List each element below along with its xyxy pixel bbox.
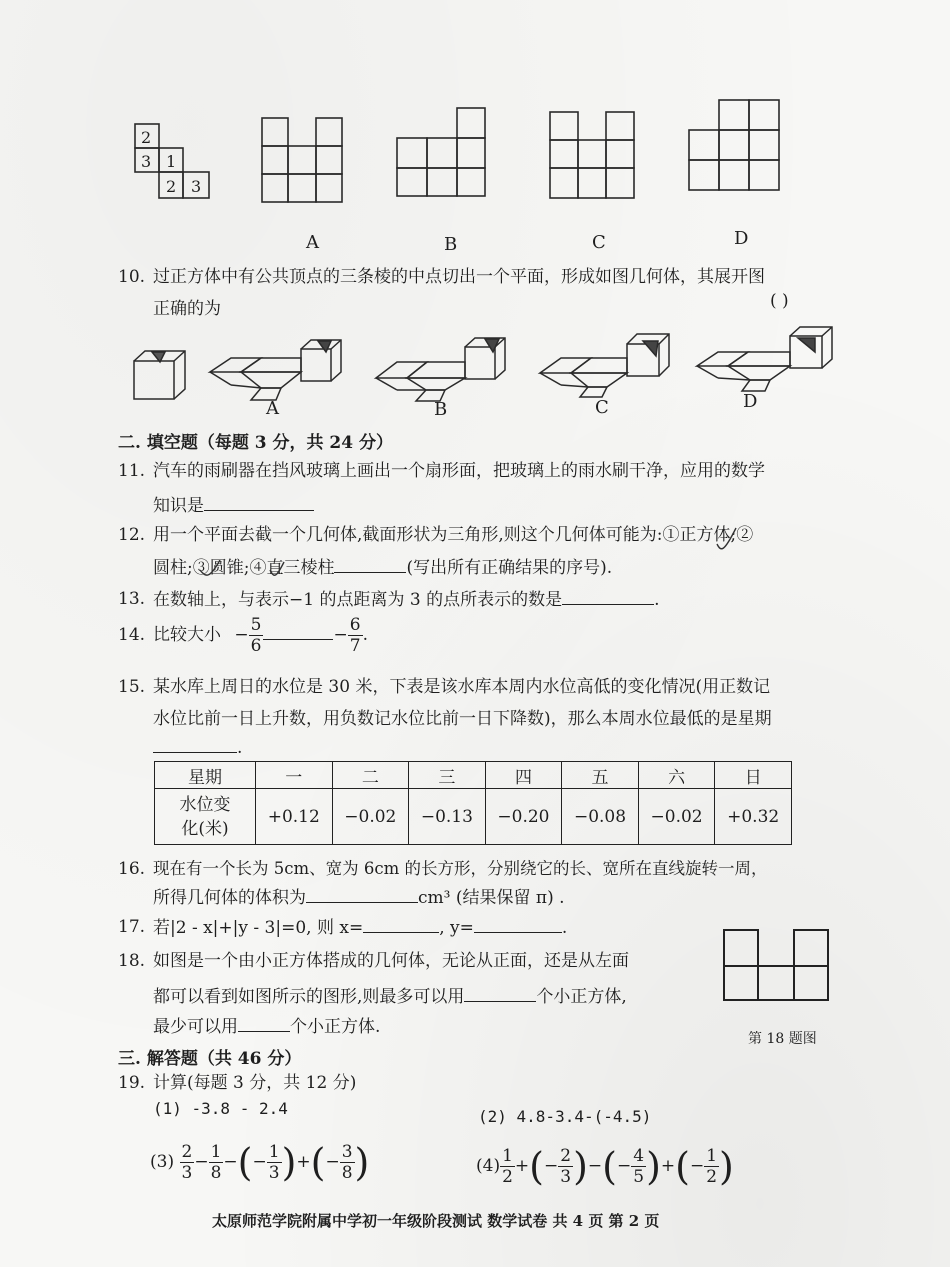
fraction: $\frac{1}{3}$ [268,1142,280,1183]
q15-period: . [237,738,243,758]
section-3-heading: 三. 解答题（共 46 分） [118,1049,302,1069]
q19-part-4 [476,1142,734,1191]
operator: + [660,1156,676,1176]
q10-text-line2: 正确的为 [153,299,221,319]
q12-options-text: 圆柱;③圆锥;④直三棱柱 [153,558,335,578]
q17-question: 若|2 - x|+|y - 3|=0, 则 x= [153,918,364,938]
q18-text: 都可以看到如图所示的图形,则最多可以用 [153,987,465,1007]
fraction: $\frac{1}{2}$ [502,1146,513,1187]
paren: ( [602,1144,617,1189]
q17-number: 17. [118,917,146,937]
q11-text-line1: 汽车的雨刷器在挡风玻璃上画出一个扇形面，把玻璃上的雨水刷干净，应用的数学 [153,461,765,481]
q12-text-line1: 用一个平面去截一个几何体,截面形状为三角形,则这个几何体可能为:①正方体;② [153,525,754,545]
table-value-cell: −0.20 [485,789,562,845]
table-header-cell: 星期 [155,762,256,789]
paren: ( [237,1140,253,1185]
q16-number: 16. [118,859,146,879]
q18-text: 个小正方体, [536,987,627,1007]
q11-number: 11. [118,461,146,481]
table-day-cell: 三 [409,762,486,789]
table-value-cell: −0.02 [638,789,715,845]
q12-number: 12. [118,525,146,545]
table-value-cell: −0.13 [409,789,486,845]
q18-text: 最少可以用 [153,1017,238,1037]
q19-part-label: (4) [476,1156,501,1176]
q19-part-3 [150,1138,369,1187]
q11-text: 知识是 [153,496,204,516]
q18-number: 18. [118,951,146,971]
operator: + [514,1156,530,1176]
q19-part-2: (2) 4.8-3.4-(-4.5) [478,1107,652,1126]
operator: − [616,1156,632,1176]
table-value-cell: −0.02 [332,789,409,845]
paren: ) [281,1140,297,1185]
table-day-cell: 日 [715,762,792,789]
q13-question: 在数轴上，与表示−1 的点距离为 3 的点所表示的数是 [153,590,563,610]
net-number: 3 [141,152,152,171]
q17-y-label: , y= [439,918,474,938]
q16-text-line1: 现在有一个长为 5cm、宽为 6cm 的长方形，分别绕它的长、宽所在直线旋转一周， [153,859,768,878]
operator: − [325,1152,340,1172]
q18-text-line1: 如图是一个由小正方体搭成的几何体，无论从正面，还是从左面 [153,951,629,971]
operator: − [194,1152,209,1172]
q13-period: . [654,590,660,610]
fraction: $\frac{1}{2}$ [706,1146,718,1187]
q19-number: 19. [118,1073,146,1093]
net-number: 1 [166,152,177,171]
operator: − [544,1156,559,1176]
paren: ) [646,1144,661,1189]
q10-text-line1: 过正方体中有公共顶点的三条棱的中点切出一个平面，形成如图几何体，其展开图 [153,267,765,287]
q10-answer-paren: ( ) [770,291,789,311]
q16-unit: cm³ (结果保留 π) . [418,888,565,908]
paren: ( [675,1144,690,1189]
q15-text-line1: 某水库上周日的水位是 30 米，下表是该水库本周内水位高低的变化情况(用正数记 [153,677,771,697]
q15-text-line2: 水位比前一日上升数，用负数记水位比前一日下降数)，那么本周水位最低的是星期 [153,709,772,729]
q16-text: 所得几何体的体积为 [153,888,306,908]
q19-part-1: (1) -3.8 - 2.4 [153,1099,288,1118]
fraction: $\frac{4}{5}$ [633,1146,645,1187]
q18-text: 个小正方体. [290,1017,381,1037]
q15-number: 15. [118,677,146,697]
net-number: 2 [166,177,177,196]
q19-title: 计算(每题 3 分，共 12 分) [153,1073,357,1093]
table-header-line: 化(米) [181,818,229,839]
paren: ( [310,1140,326,1185]
q10-option-label: B [434,399,448,420]
q14-fraction-1: $\frac{5}{6}$ [250,615,262,656]
paren: ( [529,1144,544,1189]
operator: − [223,1152,238,1172]
paren: ) [573,1144,588,1189]
q14-minus: − [234,625,249,645]
q12-instruction: (写出所有正确结果的序号). [406,558,613,578]
q14-number: 14. [118,625,146,645]
fraction: $\frac{2}{3}$ [181,1142,193,1183]
q10-number: 10. [118,267,146,287]
net-number: 3 [191,177,202,196]
q9-option-label: B [444,234,458,255]
table-day-cell: 二 [332,762,409,789]
table-day-cell: 一 [256,762,333,789]
table-day-cell: 六 [638,762,715,789]
q9-option-label: A [306,232,319,253]
paren: ) [354,1140,370,1185]
fraction: $\frac{1}{8}$ [210,1142,222,1183]
q14-fraction-2: $\frac{6}{7}$ [349,615,361,656]
net-number: 2 [141,128,152,147]
q14-minus: − [333,625,348,645]
table-value-cell: +0.32 [715,789,792,845]
q17-period: . [561,918,568,938]
q10-option-label: D [743,391,758,412]
q14-question: 比较大小 [153,625,221,645]
section-2-heading: 二. 填空题（每题 3 分，共 24 分） [118,433,393,453]
q10-option-label: A [266,398,279,419]
table-header-line: 水位变 [179,794,231,815]
fraction: $\frac{2}{3}$ [560,1146,572,1187]
q19-part-label: (3) [150,1152,175,1172]
operator: − [252,1152,267,1172]
table-value-cell: −0.08 [562,789,639,845]
operator: + [296,1152,311,1172]
q10-option-label: C [595,397,609,418]
operator: − [587,1156,603,1176]
q14-period: . [362,625,368,645]
paren: ) [719,1144,734,1189]
q9-option-label: D [734,228,749,249]
fraction: $\frac{3}{8}$ [341,1142,353,1183]
table-value-cell: +0.12 [256,789,333,845]
q13-number: 13. [118,589,146,609]
q18-figure-caption: 第 18 题图 [748,1031,817,1047]
page-footer: 太原师范学院附属中学初一年级阶段测试 数学试卷 共 4 页 第 2 页 [212,1212,660,1230]
operator: − [689,1156,705,1176]
q9-option-label: C [592,232,606,253]
table-day-cell: 五 [562,762,639,789]
table-day-cell: 四 [485,762,562,789]
